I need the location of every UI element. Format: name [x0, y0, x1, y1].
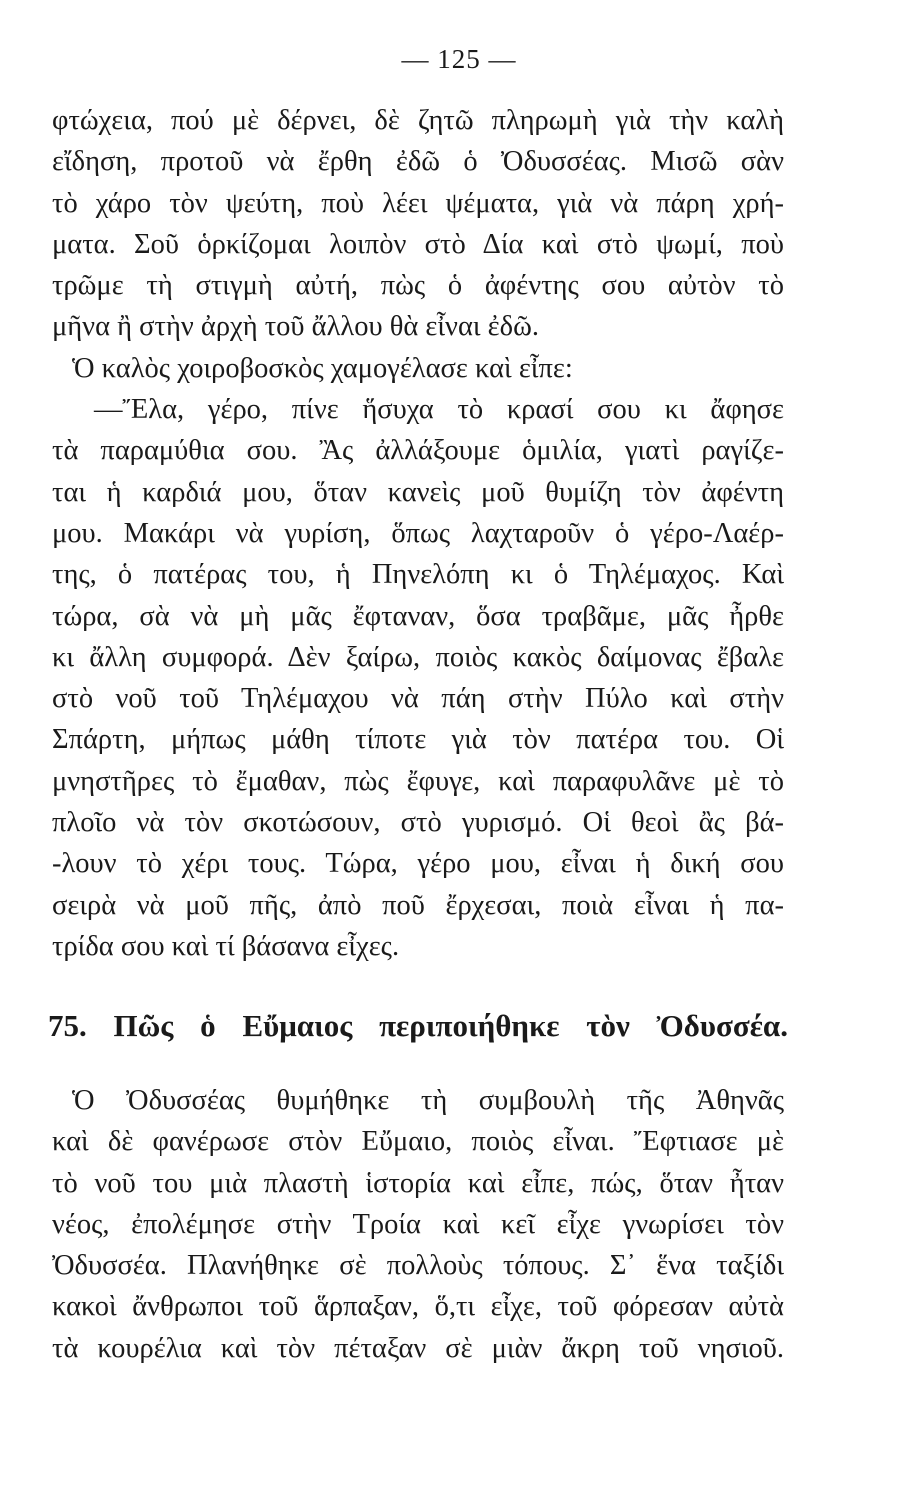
- text-line: μου. Μακάρι νὰ γυρίση, ὅπως λαχταροῦν ὁ γέρο-Λαέρ-: [52, 517, 784, 549]
- text-line: -λουν τὸ χέρι τους. Τώρα, γέρο μου, εἶναι ἡ δική σου: [52, 848, 784, 880]
- text-line: κι ἄλλη συμφορά. Δὲν ξαίρω, ποιὸς κακὸς δαίμονας ἔβαλε: [52, 641, 784, 673]
- text-line: σειρὰ νὰ μοῦ πῆς, ἀπὸ ποῦ ἔρχεσαι, ποιὰ εἶναι ἡ πα-: [52, 889, 784, 921]
- text-line: καὶ δὲ φανέρωσε στὸν Εὔμαιο, ποιὸς εἶναι. Ἔφτιασε μὲ: [52, 1126, 784, 1158]
- text-line: μῆνα ἢ στὴν ἀρχὴ τοῦ ἄλλου θὰ εἶναι ἐδῶ.: [52, 311, 539, 343]
- text-line: τὰ κουρέλια καὶ τὸν πέταξαν σὲ μιὰν ἄκρη τοῦ νησιοῦ.: [52, 1332, 784, 1364]
- text-line: —Ἔλα, γέρο, πίνε ἥσυχα τὸ κρασί σου κι ἄφησε: [94, 394, 784, 426]
- text-line: τρίδα σου καὶ τί βάσανα εἶχες.: [52, 930, 400, 962]
- text-line: στὸ νοῦ τοῦ Τηλέμαχου νὰ πάη στὴν Πύλο καὶ στὴν: [52, 683, 784, 715]
- text-line: τὰ παραμύθια σου. Ἂς ἀλλάξουμε ὁμιλία, γιατὶ ραγίζε-: [52, 435, 784, 467]
- text-line: ματα. Σοῦ ὁρκίζομαι λοιπὸν στὸ Δία καὶ στὸ ψωμί, ποὺ: [52, 228, 784, 260]
- text-line: της, ὁ πατέρας του, ἡ Πηνελόπη κι ὁ Τηλέμαχος. Καὶ: [52, 559, 784, 591]
- text-line: Ὁ καλὸς χοιροβοσκὸς χαμογέλασε καὶ εἶπε:: [72, 352, 573, 384]
- main-text-block: [52, 100, 784, 967]
- text-line: τὸ χάρο τὸν ψεύτη, ποὺ λέει ψέματα, γιὰ νὰ πάρη χρή-: [52, 187, 784, 219]
- section-heading: 75. Πῶς ὁ Εὔμαιος περιποιήθηκε τὸν Ὀδυσσέα.: [48, 1008, 788, 1043]
- text-line: κακοὶ ἄνθρωποι τοῦ ἅρπαξαν, ὅ,τι εἶχε, τοῦ φόρεσαν αὐτὰ: [52, 1291, 784, 1323]
- text-line: πλοῖο νὰ τὸν σκοτώσουν, στὸ γυρισμό. Οἱ θεοὶ ἂς βά-: [52, 807, 784, 839]
- text-line: τώρα, σὰ νὰ μὴ μᾶς ἔφταναν, ὅσα τραβᾶμε, μᾶς ἦρθε: [52, 600, 784, 632]
- text-line: νέος, ἐπολέμησε στὴν Τροία καὶ κεῖ εἶχε γνωρίσει τὸν: [52, 1208, 784, 1240]
- text-line: ται ἡ καρδιά μου, ὅταν κανεὶς μοῦ θυμίζη τὸν ἀφέντη: [52, 476, 784, 508]
- text-line: εἴδηση, προτοῦ νὰ ἔρθη ἐδῶ ὁ Ὀδυσσέας. Μισῶ σὰν: [52, 146, 784, 178]
- text-line: Ὀδυσσέα. Πλανήθηκε σὲ πολλοὺς τόπους. Σ᾽ ἕνα ταξίδι: [52, 1250, 784, 1282]
- text-line: τὸ νοῦ του μιὰ πλαστὴ ἱστορία καὶ εἶπε, πώς, ὅταν ἦταν: [52, 1167, 784, 1199]
- text-line: τρῶμε τὴ στιγμὴ αὐτή, πὼς ὁ ἀφέντης σου αὐτὸν τὸ: [52, 270, 784, 302]
- text-line: φτώχεια, πού μὲ δέρνει, δὲ ζητῶ πληρωμὴ γιὰ τὴν καλὴ: [52, 105, 784, 136]
- text-line: Ὁ Ὀδυσσέας θυμήθηκε τὴ συμβουλὴ τῆς Ἀθηνᾶς: [72, 1085, 784, 1116]
- page-number: — 125 —: [401, 44, 517, 74]
- text-line: Σπάρτη, μήπως μάθη τίποτε γιὰ τὸν πατέρα του. Οἱ: [52, 724, 784, 756]
- text-line: μνηστῆρες τὸ ἔμαθαν, πὼς ἔφυγε, καὶ παραφυλᾶνε μὲ τὸ: [52, 765, 784, 797]
- section-text-block: [52, 1080, 784, 1369]
